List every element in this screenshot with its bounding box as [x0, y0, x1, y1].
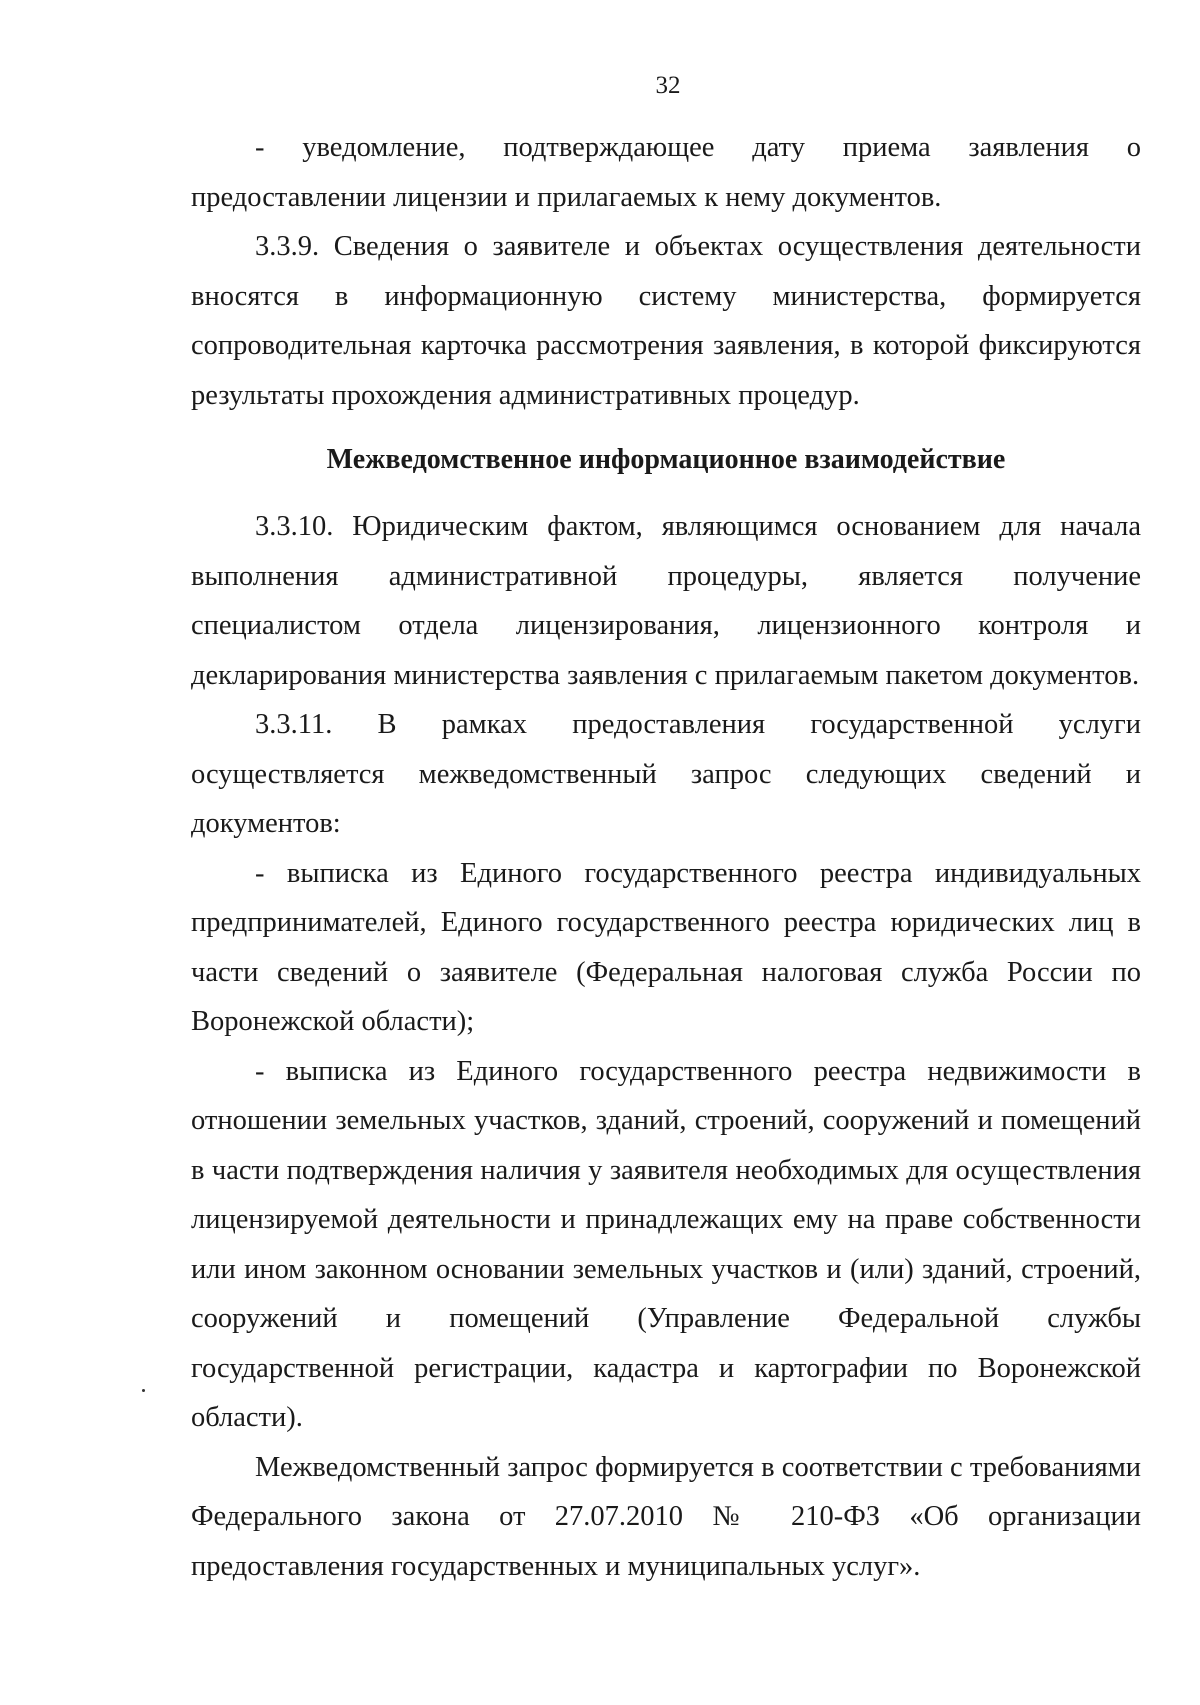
- paragraph-3-3-10: 3.3.10. Юридическим фактом, являющимся основанием для начала выполнения административной процедуры, является получение специалистом отдела лицензирования, лицензионного контроля и декларирования министерства заявления с прилагаемым пакетом документов.: [191, 511, 1141, 691]
- scan-speck: [142, 1389, 145, 1392]
- list-item-property-registry: - выписка из Единого государственного реестра недвижимости в отношении земельных участков, зданий, строений, сооружений и помещений в части подтверждения наличия у заявителя необходимых для осуществления лицензируемой деятельности и принадлежащих ему на праве собственности или ином законном основании земельных участков и (или) зданий, строений, сооружений и помещений (Управление Федеральной службы государственной регистрации, кадастра и картографии по Воронежской области).: [191, 1055, 1141, 1433]
- document-body: [191, 123, 1141, 1591]
- paragraph-notification: - уведомление, подтверждающее дату приема заявления о предоставлении лицензии и прилагаемых к нему документов.: [191, 132, 1141, 213]
- paragraph-3-3-9: 3.3.9. Сведения о заявителе и объектах осуществления деятельности вносятся в информационную систему министерства, формируется сопроводительная карточка рассмотрения заявления, в которой фиксируются результаты прохождения административных процедур.: [191, 231, 1141, 411]
- section-heading: Межведомственное информационное взаимодействие: [326, 444, 1006, 475]
- paragraph-3-3-11: 3.3.11. В рамках предоставления государственной услуги осуществляется межведомственный запрос следующих сведений и документов:: [191, 709, 1141, 839]
- list-item-tax-registry: - выписка из Единого государственного реестра индивидуальных предпринимателей, Единого государственного реестра юридических лиц в части сведений о заявителе (Федеральная налоговая служба России по Воронежской области);: [191, 857, 1141, 1037]
- paragraph-interagency-request: Межведомственный запрос формируется в соответствии с требованиями Федерального закона от 27.07.2010 № 210-ФЗ «Об организации предоставления государственных и муниципальных услуг».: [191, 1451, 1141, 1582]
- page-number: 32: [655, 72, 681, 99]
